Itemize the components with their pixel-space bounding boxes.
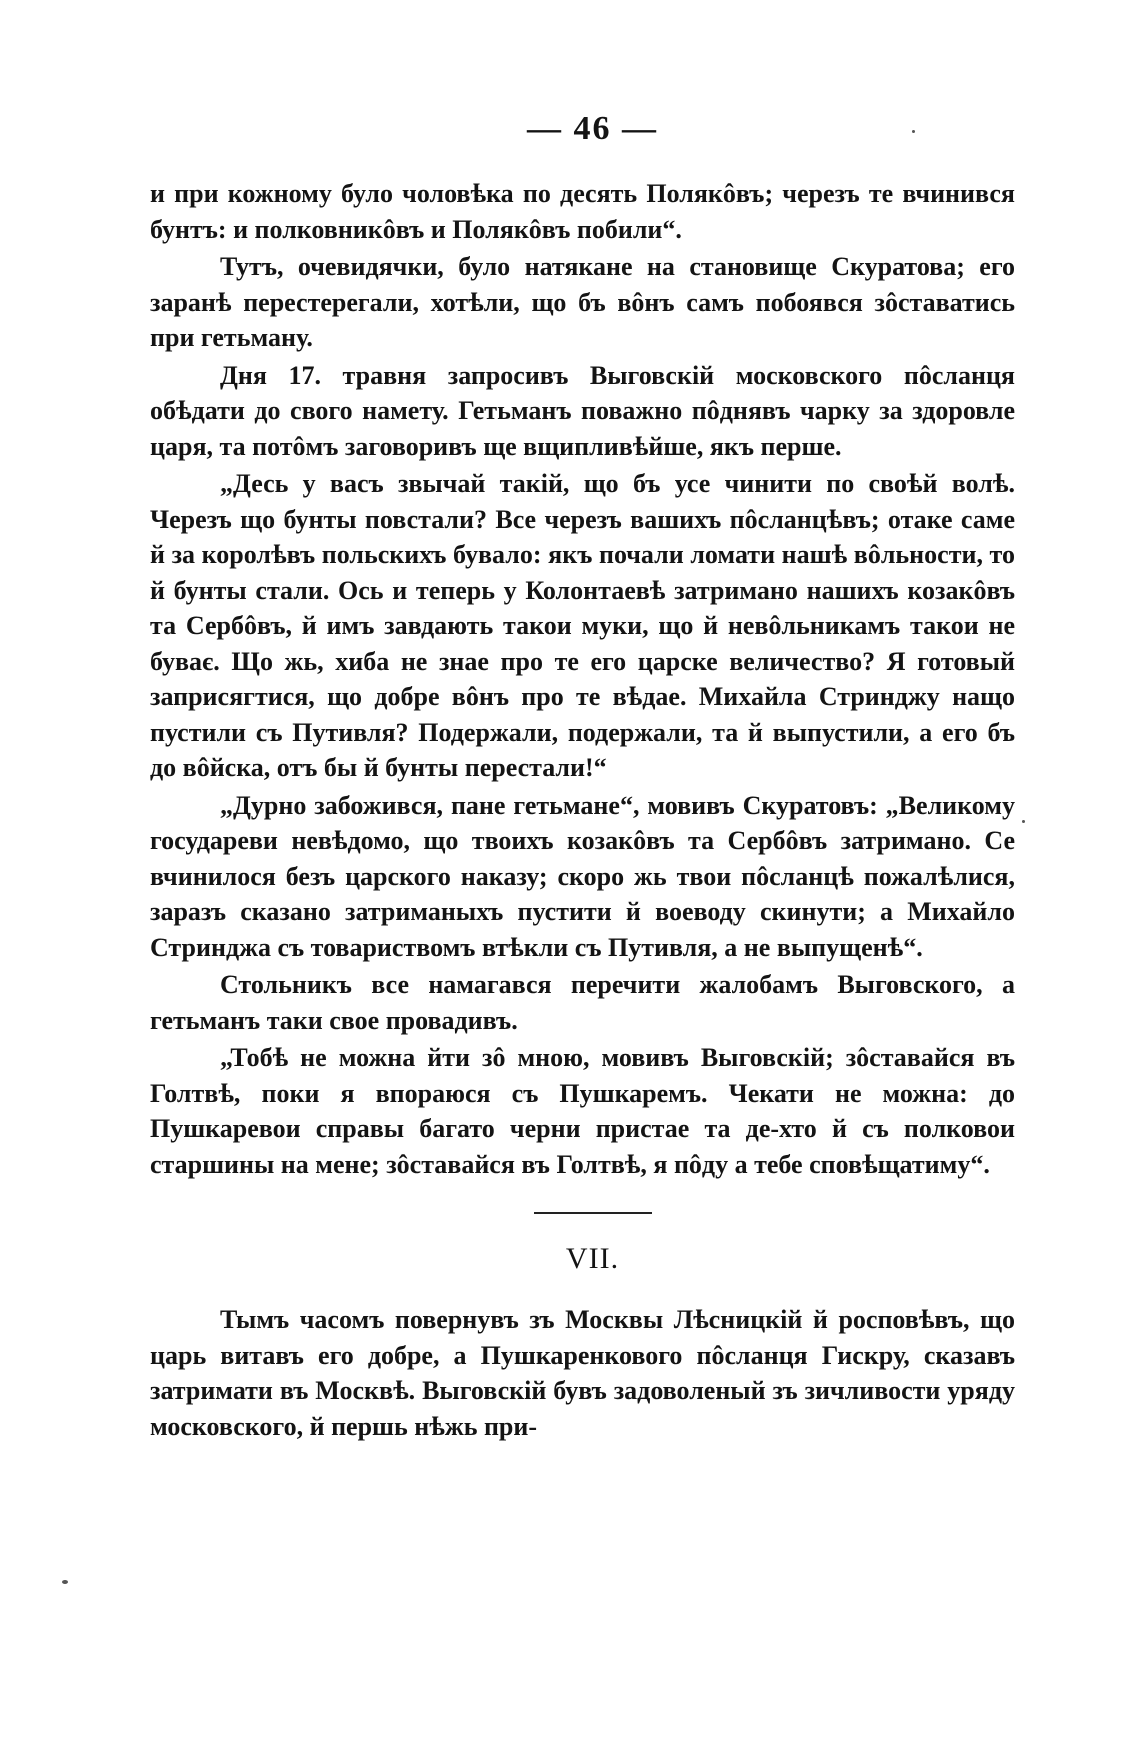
- paragraph-3: Дня 17. травня запросивъ Выговскій московского пôсланця обѣдати до свого намету. Гетьманъ поважно пôднявъ чарку за здоровле царя, та потôмъ заговоривъ ще вщипливѣйше, якъ перше.: [150, 360, 1015, 461]
- print-speck: [1022, 820, 1025, 823]
- paragraph-1: и при кожному було чоловѣка по десять Полякôвъ; черезъ те вчинився бунтъ: и полковникôвъ и Полякôвъ побили“.: [150, 179, 1015, 244]
- text-block-before: [150, 176, 1015, 1182]
- page-number: — 46 —: [527, 110, 658, 147]
- paragraph-4: „Десь у васъ звычай такій, що бъ усе чинити по своѣй волѣ. Черезъ що бунты повстали? Все черезъ вашихъ пôсланцѣвъ; отаке саме й за королѣвъ польскихъ бувало: якъ почали ломати нашѣ вôльности, то й бунты стали. Ось и теперь у Колонтаевѣ затримано нашихъ козакôвъ та Сербôвъ, й имъ завдають такои муки, що й невôльникамъ такои не буває. Що жь, хиба не знае про те его царске величество? Я готовый заприсягтися, що добре вôнъ про те вѣдае. Михайла Стринджу нащо пустили съ Путивля? Подержали, подержали, та й выпустили, а его бъ до вôйска, отъ бы й бунты перестали!“: [150, 469, 1015, 782]
- print-speck: [62, 1580, 68, 1584]
- paragraph-2: Тутъ, очевидячки, було натякане на становище Скуратова; его заранѣ перестерегали, хотѣли, що бъ вôнъ самъ побоявся зôставатись при гетьману.: [150, 252, 1015, 352]
- print-speck: [912, 130, 915, 133]
- paragraph-5: „Дурно забожився, пане гетьмане“, мовивъ Скуратовъ: „Великому государеви невѣдомо, що твоихъ козакôвъ та Сербôвъ затримано. Се вчинилося безъ царского наказу; скоро жь твои пôсланцѣ пожалѣлися, заразъ сказано затриманыхъ пустити й воеводу скинути; а Михайло Стринджа съ товариствомъ втѣкли съ Путивля, а не выпущенѣ“.: [150, 790, 1015, 962]
- book-page: [150, 110, 1015, 1444]
- paragraph-7: „Тобѣ не можна йти зô мною, мовивъ Выговскій; зôставайся въ Голтвѣ, поки я впораюся съ Пушкаремъ. Чекати не можна: до Пушкаревои справы багато черни пристае та де-хто й съ полковои старшины на мене; зôставайся въ Голтвѣ, я пôду а тебе сповѣщатиму“.: [150, 1043, 1015, 1179]
- paragraph-8: Тымъ часомъ повернувъ зъ Москвы Лѣсницкій й росповѣвъ, що царь витавъ его добре, а Пушкаренкового пôсланця Гискру, сказавъ затримати въ Москвѣ. Выговскій бувъ задоволеный зъ зичливости уряду московского, й першь нѣжь при-: [150, 1305, 1015, 1441]
- section-divider: [534, 1212, 652, 1214]
- section-heading: VII.: [565, 1242, 620, 1275]
- text-block-after: [150, 1302, 1015, 1444]
- paragraph-6: Стольникъ все намагався перечити жалобамъ Выговского, а гетьманъ таки свое провадивъ.: [150, 970, 1015, 1035]
